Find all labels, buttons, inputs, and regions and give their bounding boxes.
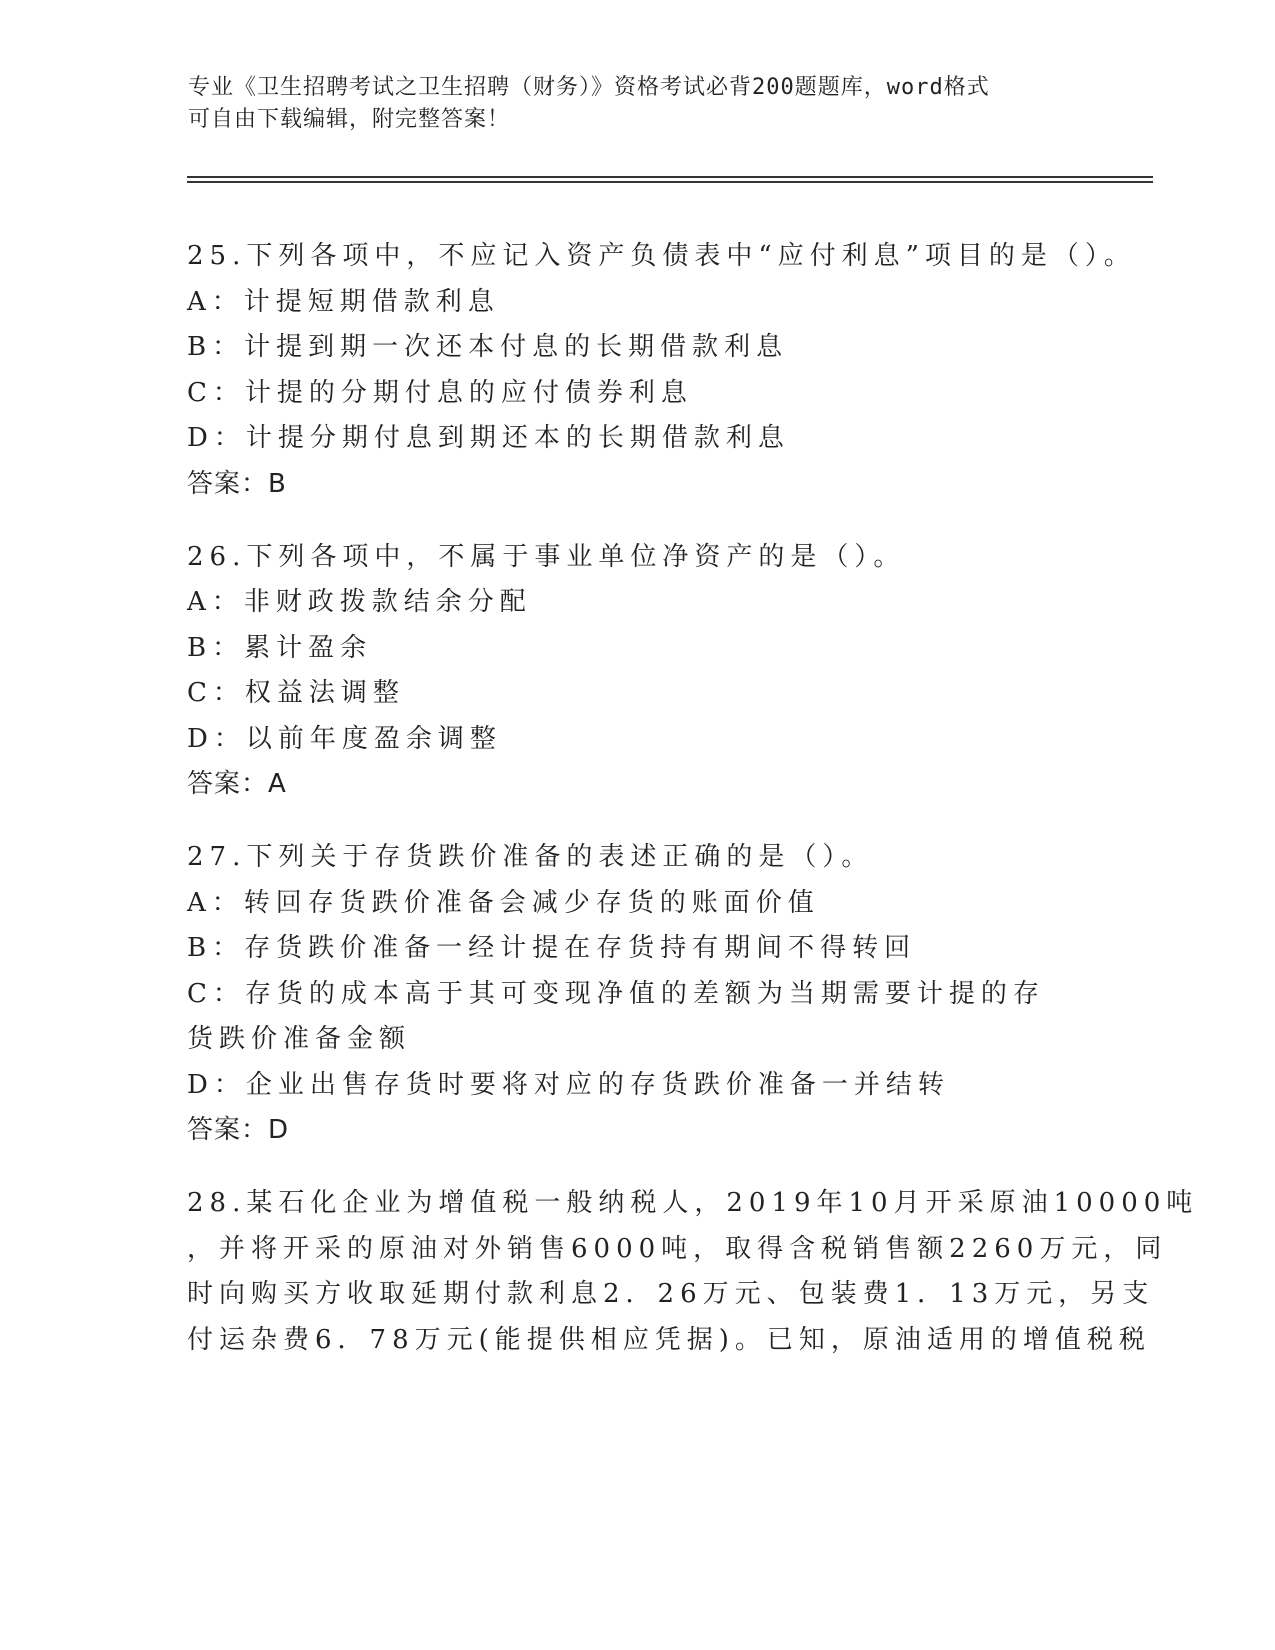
option-a: A：非财政拨款结余分配 (187, 587, 532, 617)
question-line-1: 28.某石化企业为增值税一般纳税人，2019年10月开采原油10000吨 (187, 1188, 1199, 1218)
option-a: A：计提短期借款利息 (187, 286, 500, 317)
document-header (188, 72, 1068, 136)
question-stem: 25.下列各项中，不应记入资产负债表中“应付利息”项目的是（）。 (187, 241, 1136, 271)
option-d: D：企业出售存货时要将对应的存货跌价准备一并结转 (187, 1069, 950, 1100)
option-c: C：计提的分期付息的应付债券利息 (187, 377, 693, 408)
header-line-2: 可自由下载编辑，附完整答案！ (188, 107, 511, 132)
answer-label: 答案：A (187, 769, 287, 799)
answer-label: 答案：D (187, 1115, 290, 1145)
question-list (187, 234, 1199, 1391)
option-c: C：权益法调整 (187, 678, 405, 708)
option-c: C：存货的成本高于其可变现净值的差额为当期需要计提的存货跌价准备金额 (187, 978, 1045, 1054)
option-d: D：计提分期付息到期还本的长期借款利息 (187, 423, 790, 453)
question-28 (187, 1181, 1199, 1363)
header-divider-top (187, 176, 1153, 178)
question-stem: 27.下列关于存货跌价准备的表述正确的是（）。 (187, 842, 874, 872)
option-b: B：计提到期一次还本付息的长期借款利息 (187, 332, 789, 362)
question-stem: 26.下列各项中，不属于事业单位净资产的是（）。 (187, 541, 906, 572)
question-line-2: ，并将开采的原油对外销售6000吨，取得含税销售额2260万元，同 (187, 1233, 1168, 1264)
question-27 (187, 835, 1087, 1153)
question-line-4: 付运杂费6．78万元(能提供相应凭据)。已知，原油适用的增值税税 (187, 1324, 1151, 1355)
option-b: B：存货跌价准备一经计提在存货持有期间不得转回 (187, 933, 917, 963)
question-25 (187, 234, 1136, 507)
answer-label: 答案：B (187, 468, 287, 499)
header-line-1: 专业《卫生招聘考试之卫生招聘（财务）》资格考试必背200题题库，word格式 (188, 75, 990, 100)
option-d: D：以前年度盈余调整 (187, 723, 502, 754)
option-a: A：转回存货跌价准备会减少存货的账面价值 (187, 887, 820, 918)
option-b: B：累计盈余 (187, 632, 373, 663)
question-26 (187, 535, 1087, 808)
question-line-3: 时向购买方收取延期付款利息2．26万元、包装费1．13万元，另支 (187, 1279, 1155, 1309)
header-divider-bottom (187, 181, 1153, 183)
